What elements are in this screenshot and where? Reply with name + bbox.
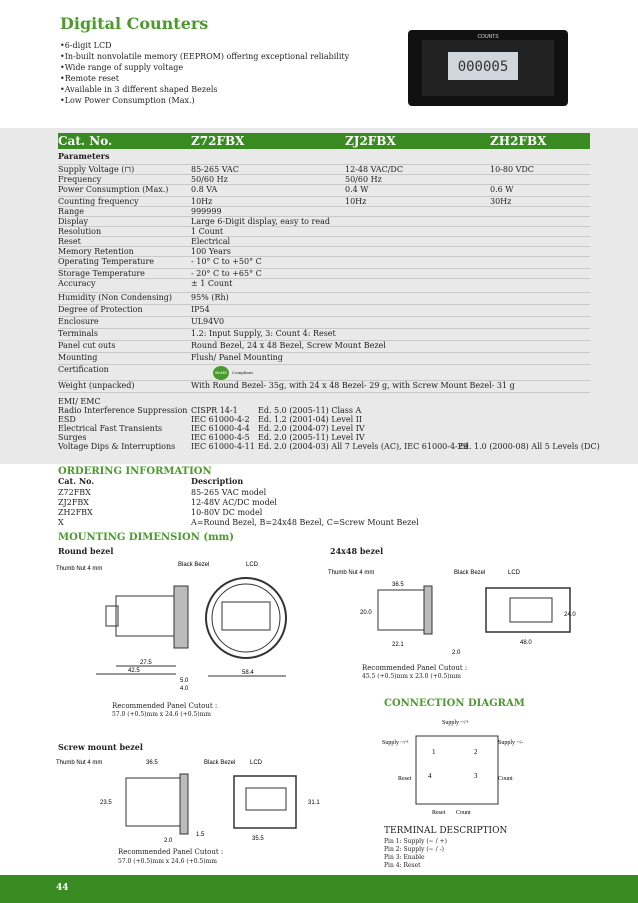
rect-bezel-drawing <box>328 560 578 660</box>
round-bezel-label: Round bezel <box>58 546 114 556</box>
spec-row <box>58 279 590 293</box>
emi-standard: IEC 61000-4-5 <box>191 433 250 442</box>
feature-item: • Low Power Consumption (Max.) <box>60 95 349 106</box>
ordering-desc: 85-265 VAC model <box>191 488 267 497</box>
svg-text:22.1: 22.1 <box>392 642 404 648</box>
spec-param: Counting frequency <box>58 197 139 206</box>
svg-text:36.5: 36.5 <box>392 582 404 588</box>
svg-text:Supply ~/+: Supply ~/+ <box>382 740 409 746</box>
connection-diagram <box>380 714 560 820</box>
spec-value: Round Bezel, 24 x 48 Bezel, Screw Mount Bezel <box>191 341 386 350</box>
feature-item: • Wide range of supply voltage <box>60 62 349 73</box>
feature-item: • Remote reset <box>60 73 349 84</box>
spec-value: 1 Count <box>191 227 224 236</box>
spec-value: - 10° C to +50° C <box>191 257 262 266</box>
spec-param: Frequency <box>58 175 102 184</box>
spec-value: Flush/ Panel Mounting <box>191 353 283 362</box>
emi-label: Voltage Dips & Interruptions <box>58 442 176 451</box>
terminal-pin: Pin 4: Reset <box>384 862 421 869</box>
spec-value: 50/60 Hz <box>191 175 228 184</box>
round-cutout-label: Recommended Panel Cutout : <box>112 702 218 710</box>
svg-text:1.5: 1.5 <box>196 832 205 838</box>
spec-param: Mounting <box>58 353 98 362</box>
spec-param: Resolution <box>58 227 102 236</box>
emi-standard: IEC 61000-4-2 <box>191 415 250 424</box>
emi-edition: Ed. 2.0 (2004-03) All 7 Levels (AC), IEC 61000-4-29 <box>258 442 468 451</box>
product-image <box>408 26 568 110</box>
spec-value: 95% (Rh) <box>191 293 229 302</box>
svg-text:24.0: 24.0 <box>564 612 576 618</box>
rect-bezel-label: 24x48 bezel <box>330 546 384 556</box>
spec-value: 10Hz <box>191 197 213 206</box>
spec-value: 10Hz <box>345 197 367 206</box>
product-digits: 000005 <box>457 59 509 75</box>
spec-param: Panel cut outs <box>58 341 116 350</box>
spec-value: Electrical <box>191 237 231 246</box>
svg-text:Count: Count <box>498 776 513 782</box>
round-bezel-drawing <box>56 556 316 692</box>
emi-label: ESD <box>58 415 76 424</box>
svg-text:20.0: 20.0 <box>360 610 372 616</box>
ordering-cat: Z72FBX <box>58 488 91 497</box>
ordering-head-desc: Description <box>191 476 244 486</box>
svg-text:5.0: 5.0 <box>180 678 189 684</box>
svg-text:58.4: 58.4 <box>242 670 254 676</box>
svg-text:Thumb Nut 4 mm: Thumb Nut 4 mm <box>328 570 375 576</box>
spec-row <box>58 227 590 237</box>
screw-bezel-label: Screw mount bezel <box>58 742 143 752</box>
rect-cutout-label: Recommended Panel Cutout : <box>362 664 468 672</box>
svg-text:Black Bezel: Black Bezel <box>204 760 236 766</box>
terminal-pin: Pin 1: Supply (~ / +) <box>384 838 447 845</box>
spec-param: Certification <box>58 365 109 374</box>
feature-item: • In-built nonvolatile memory (EEPROM) offering exceptional reliability <box>60 51 349 62</box>
spec-param: Operating Temperature <box>58 257 155 266</box>
spec-param: Display <box>58 217 89 226</box>
spec-value: 12-48 VAC/DC <box>345 165 403 174</box>
spec-param: Supply Voltage (⊓) <box>58 165 135 174</box>
spec-param: Power Consumption (Max.) <box>58 185 169 194</box>
emi-edition: Ed. 2.0 (2004-07) Level IV <box>258 424 365 433</box>
ordering-head-cat: Cat. No. <box>58 476 95 486</box>
emi-label: EMI/ EMC <box>58 397 101 406</box>
emi-label: Surges <box>58 433 87 442</box>
spec-param: Degree of Protection <box>58 305 143 314</box>
emi-edition: Ed. 5.0 (2005-11) Class A <box>258 406 362 415</box>
svg-text:4.0: 4.0 <box>180 686 189 692</box>
ordering-desc: 12-48V AC/DC model <box>191 498 277 507</box>
spec-row <box>58 365 590 381</box>
terminal-list <box>384 838 447 870</box>
spec-param: Enclosure <box>58 317 99 326</box>
spec-row <box>58 207 590 217</box>
emi-label: Electrical Fast Transients <box>58 424 163 433</box>
spec-value: - 20° C to +65° C <box>191 269 262 278</box>
spec-value: UL94V0 <box>191 317 225 326</box>
spec-row <box>58 353 590 365</box>
ordering-cat: X <box>58 518 64 527</box>
svg-text:Reset: Reset <box>432 810 446 816</box>
spec-row <box>58 151 590 165</box>
spec-param: Range <box>58 207 84 216</box>
svg-text:35.5: 35.5 <box>252 836 264 842</box>
spec-header-cell: Cat. No. <box>58 134 113 148</box>
mounting-title: MOUNTING DIMENSION (mm) <box>58 532 234 543</box>
spec-row <box>58 237 590 247</box>
feature-item: • Available in 3 different shaped Bezels <box>60 84 349 95</box>
ordering-desc: A=Round Bezel, B=24x48 Bezel, C=Screw Mount Bezel <box>191 518 419 527</box>
page-number: 44 <box>56 883 69 893</box>
ordering-title: ORDERING INFORMATION <box>58 466 212 477</box>
screw-cutout-label: Recommended Panel Cutout : <box>118 848 224 856</box>
spec-value: 85-265 VAC <box>191 165 239 174</box>
spec-param: Accuracy <box>58 279 96 288</box>
spec-value: 50/60 Hz <box>345 175 382 184</box>
svg-text:Count: Count <box>456 810 471 816</box>
spec-row <box>58 247 590 257</box>
svg-text:Reset: Reset <box>398 776 412 782</box>
product-counts-label: COUNTS <box>477 34 499 40</box>
spec-param: Parameters <box>58 151 110 161</box>
svg-text:LCD: LCD <box>508 570 521 576</box>
spec-param: Terminals <box>58 329 99 338</box>
round-cutout-value: 57.0 (+0.5)mm x 24.6 (+0.5)mm <box>112 711 211 718</box>
spec-param: Storage Temperature <box>58 269 145 278</box>
emi-extra: Ed. 1.0 (2000-08) All 5 Levels (DC) <box>458 442 600 451</box>
ordering-desc: 10-80V DC model <box>191 508 263 517</box>
svg-text:1: 1 <box>432 748 436 756</box>
spec-value: 0.8 VA <box>191 185 218 194</box>
emi-edition: Ed. 1.2 (2001-04) Level II <box>258 415 363 424</box>
rohs-compliant-text: Compliant <box>232 370 253 375</box>
rect-cutout-value: 45.5 (+0.5)mm x 23.0 (+0.5)mm <box>362 673 461 680</box>
svg-text:2.0: 2.0 <box>452 650 461 656</box>
feature-item: • 6-digit LCD <box>60 40 349 51</box>
svg-text:Supply ~/+: Supply ~/+ <box>442 720 469 726</box>
spec-value: With Round Bezel- 35g, with 24 x 48 Bezel- 29 g, with Screw Mount Bezel- 31 g <box>191 381 515 390</box>
ordering-cat: ZH2FBX <box>58 508 93 517</box>
spec-header-cell: ZH2FBX <box>490 134 547 148</box>
spec-value: 1.2: Input Supply, 3: Count 4: Reset <box>191 329 336 338</box>
svg-text:Thumb Nut 4 mm: Thumb Nut 4 mm <box>56 760 103 766</box>
svg-text:4: 4 <box>428 772 432 780</box>
spec-value: 10-80 VDC <box>490 165 534 174</box>
emi-edition: Ed. 2.0 (2005-11) Level IV <box>258 433 365 442</box>
svg-text:Thumb Nut 4 mm: Thumb Nut 4 mm <box>56 566 103 572</box>
svg-text:Black Bezel: Black Bezel <box>454 570 486 576</box>
rohs-badge: RoHS <box>213 366 229 380</box>
spec-value: 0.4 W <box>345 185 369 194</box>
terminal-pin: Pin 3: Enable <box>384 854 425 861</box>
spec-param: Memory Retention <box>58 247 134 256</box>
emi-standard: CISPR 14-1 <box>191 406 238 415</box>
spec-row <box>58 317 590 329</box>
spec-row <box>58 175 590 185</box>
svg-text:48.0: 48.0 <box>520 640 532 646</box>
footer-bar <box>0 875 638 903</box>
svg-text:LCD: LCD <box>250 760 263 766</box>
spec-value: ± 1 Count <box>191 279 233 288</box>
svg-text:2: 2 <box>474 748 478 756</box>
svg-text:27.5: 27.5 <box>140 660 152 666</box>
svg-text:23.5: 23.5 <box>100 800 112 806</box>
spec-value: Large 6-Digit display, easy to read <box>191 217 330 226</box>
spec-value: 30Hz <box>490 197 512 206</box>
spec-param: Reset <box>58 237 81 246</box>
screw-cutout-value: 57.0 (+0.5)mm x 24.6 (+0.5)mm <box>118 858 217 865</box>
page-title: Digital Counters <box>60 14 209 33</box>
svg-text:31.1: 31.1 <box>308 800 320 806</box>
connection-title: CONNECTION DIAGRAM <box>384 698 525 709</box>
terminal-title: TERMINAL DESCRIPTION <box>384 826 508 836</box>
svg-text:42.5: 42.5 <box>128 668 140 674</box>
screw-bezel-drawing <box>56 752 326 852</box>
emi-standard: IEC 61000-4-11 <box>191 442 255 451</box>
svg-text:36.5: 36.5 <box>146 760 158 766</box>
spec-value: 999999 <box>191 207 222 216</box>
svg-text:Black Bezel: Black Bezel <box>178 562 210 568</box>
terminal-pin: Pin 2: Supply (~ / -) <box>384 846 444 853</box>
svg-text:LCD: LCD <box>246 562 259 568</box>
spec-value: 100 Years <box>191 247 231 256</box>
svg-text:3: 3 <box>474 772 478 780</box>
spec-header-cell: Z72FBX <box>191 134 245 148</box>
emi-standard: IEC 61000-4-4 <box>191 424 250 433</box>
spec-param: Weight (unpacked) <box>58 381 135 390</box>
spec-value: 0.6 W <box>490 185 514 194</box>
ordering-cat: ZJ2FBX <box>58 498 89 507</box>
spec-value: IP54 <box>191 305 210 314</box>
spec-header-cell: ZJ2FBX <box>345 134 396 148</box>
feature-list <box>60 40 349 106</box>
svg-text:Supply ~/-: Supply ~/- <box>498 740 524 746</box>
emi-label: Radio Interference Suppression <box>58 406 188 415</box>
spec-param: Humidity (Non Condensing) <box>58 293 173 302</box>
svg-text:2.0: 2.0 <box>164 838 173 844</box>
